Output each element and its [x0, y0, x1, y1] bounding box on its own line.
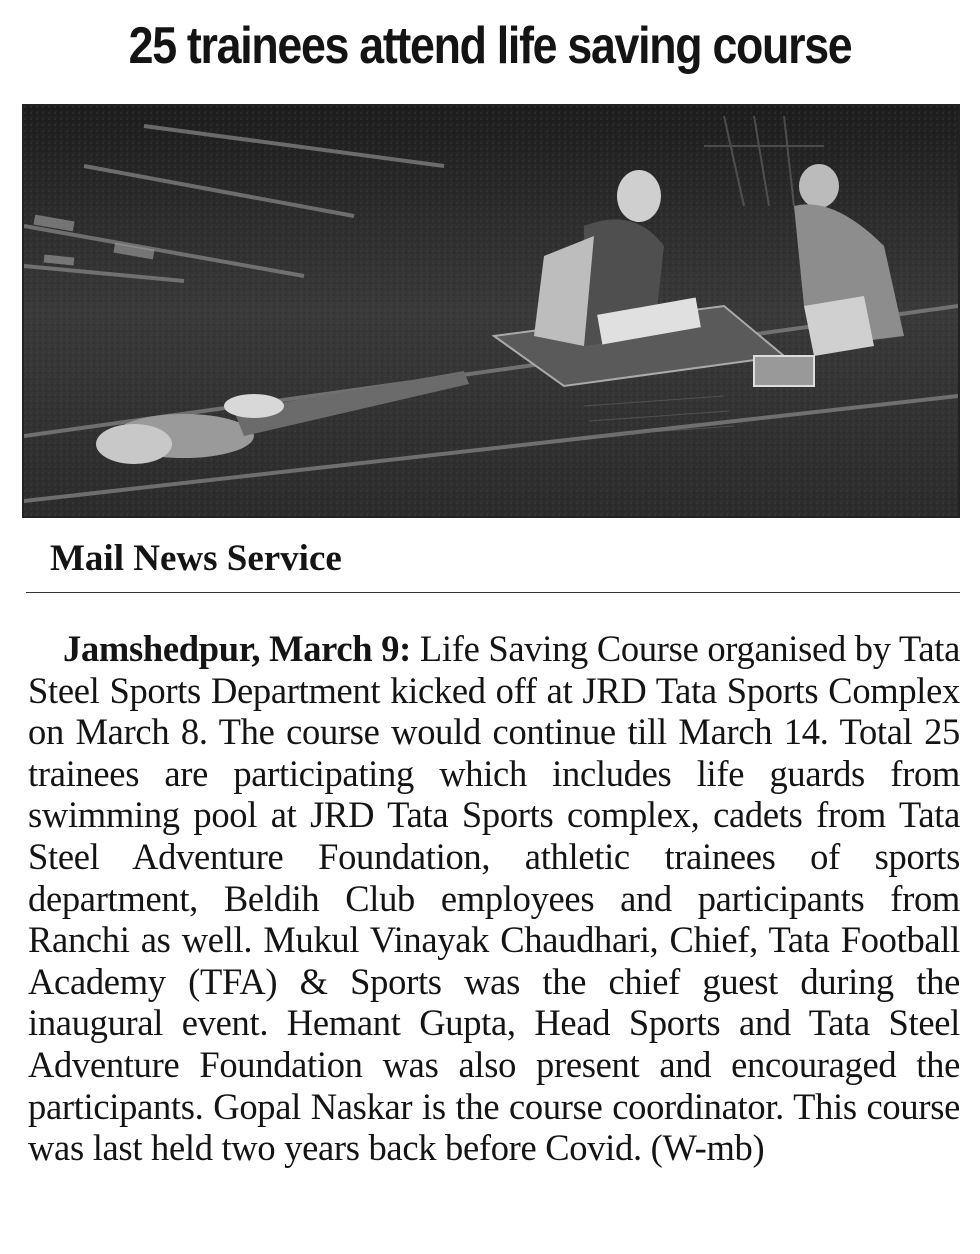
news-photo: [22, 104, 960, 518]
article-body: [28, 628, 960, 1169]
divider: [26, 592, 960, 593]
byline: Mail News Service: [50, 538, 342, 579]
article-text: Life Saving Course organised by Tata Steel Sports Department kicked off at JRD Tata Sports Complex on March 8. The course would continue till March 14. Total 25 trainees are participating which includes life guards from swimming pool at JRD Tata Sports complex, cadets from Tata Steel Adventure Foundation, athletic trainees of sports department, Beldih Club employees and participants from Ranchi as well. Mukul Vinayak Chaudhari, Chief, Tata Football Academy (TFA) & Sports was the chief guest during the inaugural event. Hemant Gupta, Head Sports and Tata Steel Adventure Foundation was also present and encouraged the participants. Gopal Naskar is the course coordinator. This course was last held two years back before Covid. (W-mb): [28, 628, 960, 1169]
headline: 25 trainees attend life saving course: [128, 17, 852, 75]
dateline: Jamshedpur, March 9:: [63, 628, 412, 669]
cpr-training-photo-icon: [24, 106, 958, 516]
